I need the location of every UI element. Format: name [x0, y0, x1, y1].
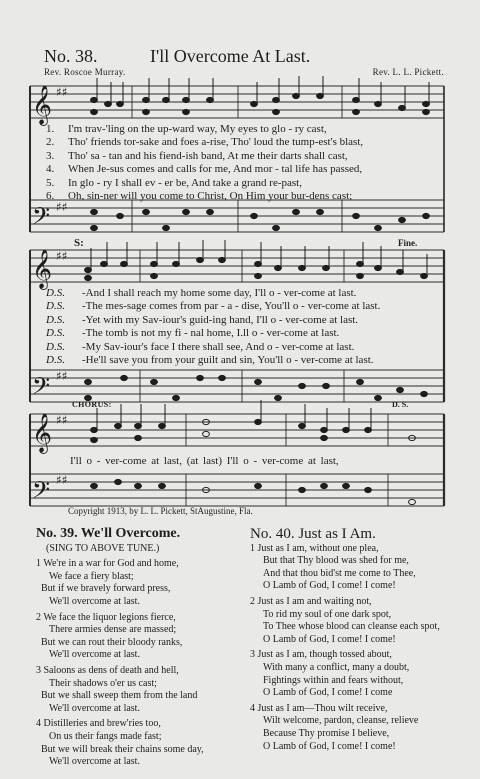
verse-text: When Je-sus comes and calls for me, And mor - tal life has passed, — [68, 163, 363, 176]
verse-text: Tho' friends tor-sake and foes a-rise, Tho' loud the tump-est's blast, — [68, 136, 364, 149]
ds-lyrics — [46, 287, 456, 367]
stanza-line: And that thou bid'st me come to Thee, — [263, 567, 416, 579]
stanza-line: But we shall sweep them from the land — [41, 690, 198, 702]
author-words: Rev. Roscoe Murray. — [44, 67, 126, 77]
stanza-line: To Thee whose blood can cleanse each spot, — [263, 621, 440, 633]
svg-text:♯♯: ♯♯ — [56, 200, 68, 214]
stanza-line: O Lamb of God, I come! I come! — [263, 740, 396, 752]
stanza-line: 4 Just as I am—Thou wilt receive, — [250, 702, 388, 714]
stanza — [36, 612, 242, 662]
stanza-line: But if we bravely forward press, — [41, 583, 171, 595]
svg-text:♯♯: ♯♯ — [56, 249, 68, 263]
stanza-line: We'll overcome at last. — [49, 756, 140, 768]
verse-line — [46, 123, 456, 136]
ds-label: D. S. — [392, 400, 409, 409]
ds-mark: D.S. — [46, 340, 65, 353]
ds-line — [46, 341, 456, 354]
hymn-39-subtitle: (SING TO ABOVE TUNE.) — [46, 542, 160, 554]
verse-line — [46, 150, 456, 163]
verse-number: 6. — [46, 190, 55, 203]
hymn-39-title: No. 39. We'll Overcome. — [36, 526, 181, 541]
ds-text: -He'll save you from your guilt and sin, You'll o - ver-come at last. — [82, 354, 374, 367]
svg-text:𝄞: 𝄞 — [32, 249, 53, 289]
stanza-line: 3 Just as I am, though tossed about, — [250, 649, 392, 661]
ds-text: -My Sav-iour's face I there shall see, And o - ver-come at last. — [82, 340, 355, 353]
segno-mark: S: — [74, 237, 84, 249]
ds-line — [46, 354, 456, 367]
stanza-line: To rid my soul of one dark spot, — [263, 608, 392, 620]
verse-text: Tho' sa - tan and his fiend-ish band, At me their darts shall cast, — [68, 149, 348, 162]
stanza-line: 2 Just as I am and waiting not, — [250, 595, 372, 607]
stanza-line: We'll overcome at last. — [49, 649, 140, 661]
stanza-line: 1 Just as I am, without one plea, — [250, 542, 379, 554]
stanza-line: Their shadows o'er us cast; — [49, 677, 157, 689]
stanza — [250, 543, 460, 593]
stanza-line: 2 We face the liquor legions fierce, — [36, 611, 176, 623]
stanza-line: On us their fangs made fast; — [49, 730, 162, 742]
stanza-line: 3 Saloons as dens of death and hell, — [36, 664, 179, 676]
verse-number: 1. — [46, 123, 55, 135]
verse-number: 2. — [46, 136, 55, 149]
ds-line — [46, 314, 456, 327]
stanza-line: We face a fiery blast; — [49, 570, 134, 582]
stanza-line: But we can rout their bloody ranks, — [41, 636, 183, 648]
svg-text:♯♯: ♯♯ — [56, 369, 68, 383]
ds-text: -The tomb is not my fi - nal home, I.ll o - ver-come at last. — [82, 327, 340, 340]
ds-text: -And I shall reach my home some day, I'll o - ver-come at last. — [82, 287, 357, 299]
stanza-line: With many a conflict, many a doubt, — [263, 661, 410, 673]
verse-number: 5. — [46, 176, 55, 189]
hymn-40 — [250, 528, 460, 756]
stanza — [250, 649, 460, 699]
stanza-line: O Lamb of God, I come! I come! — [263, 580, 396, 592]
stanza — [36, 718, 242, 768]
chorus-label: CHORUS: — [72, 400, 112, 409]
stanza-line: O Lamb of God, I come! I come — [263, 687, 393, 699]
stanza-line: Because Thy promise I believe, — [263, 727, 390, 739]
verse-number: 3. — [46, 149, 55, 162]
author-music: Rev. L. L. Pickett. — [372, 67, 444, 77]
stanza-line: We'll overcome at last. — [49, 702, 140, 714]
stanza-line: 4 Distilleries and brew'ries too, — [36, 718, 161, 730]
stanza-line: O Lamb of God, I come! I come! — [263, 633, 396, 645]
verse-line — [46, 136, 456, 149]
stanza — [36, 558, 242, 608]
stanza-line: But we will break their chains some day, — [41, 743, 204, 755]
verse-text: In glo - ry I shall ev - er be, And take a grand re-past, — [68, 176, 302, 189]
ds-mark: D.S. — [46, 287, 65, 299]
svg-text:♯♯: ♯♯ — [56, 473, 68, 487]
svg-text:♯♯: ♯♯ — [56, 85, 68, 99]
svg-text:𝄢: 𝄢 — [32, 476, 51, 509]
verse-number: 4. — [46, 163, 55, 176]
verse-line — [46, 163, 456, 176]
verse-text: Oh, sin-ner will you come to Christ, On Him your bur-dens cast; — [68, 190, 353, 203]
stanza — [250, 703, 460, 753]
hymn-number: No. 38. — [44, 46, 98, 66]
stanza-line: We'll overcome at last. — [49, 595, 140, 607]
hymn-title: I'll Overcome At Last. — [150, 46, 311, 66]
verse-lyrics — [46, 123, 456, 203]
stanza-line: 1 We're in a war for God and home, — [36, 558, 179, 570]
ds-line — [46, 287, 456, 300]
ds-mark: D.S. — [46, 354, 65, 367]
verse-text: I'm trav-'ling on the up-ward way, My eyes to glo - ry cast, — [68, 123, 327, 135]
verse-line — [46, 190, 456, 203]
svg-text:𝄢: 𝄢 — [32, 372, 51, 405]
ds-text: -The mes-sage comes from par - a - dise, You'll o - ver-come at last. — [82, 300, 381, 313]
stanza-line: But that Thy blood was shed for me, — [263, 555, 409, 567]
stanza-line: Wilt welcome, pardon, cleanse, relieve — [263, 715, 419, 727]
ds-mark: D.S. — [46, 327, 65, 340]
svg-text:♯♯: ♯♯ — [56, 413, 68, 427]
svg-text:𝄞: 𝄞 — [32, 85, 53, 125]
copyright-notice: Copyright 1913, by L. L. Pickett, StAugustine, Fla. — [68, 506, 253, 516]
svg-text:𝄞: 𝄞 — [32, 413, 53, 453]
ds-text: -Yet with my Sav-iour's guid-ing hand, I'll o - ver-come at last. — [82, 313, 359, 326]
stanza-line: There armies dense are massed; — [49, 624, 177, 636]
ds-line — [46, 300, 456, 313]
chorus-lyric: I'll o - ver-come at last, (at last) I'll o - ver-come at last, — [70, 455, 339, 467]
svg-text:𝄢: 𝄢 — [32, 202, 51, 235]
ds-line — [46, 327, 456, 340]
stanza — [36, 665, 242, 715]
fine-label: Fine. — [398, 238, 418, 248]
hymn-38-header — [44, 46, 444, 66]
stanza — [250, 596, 460, 646]
stanza-line: Fightings within and fears without, — [263, 674, 404, 686]
hymn-40-title: No. 40. Just as I Am. — [250, 526, 376, 542]
hymn-39 — [36, 528, 242, 772]
ds-mark: D.S. — [46, 313, 65, 326]
ds-mark: D.S. — [46, 300, 65, 313]
verse-line — [46, 177, 456, 190]
